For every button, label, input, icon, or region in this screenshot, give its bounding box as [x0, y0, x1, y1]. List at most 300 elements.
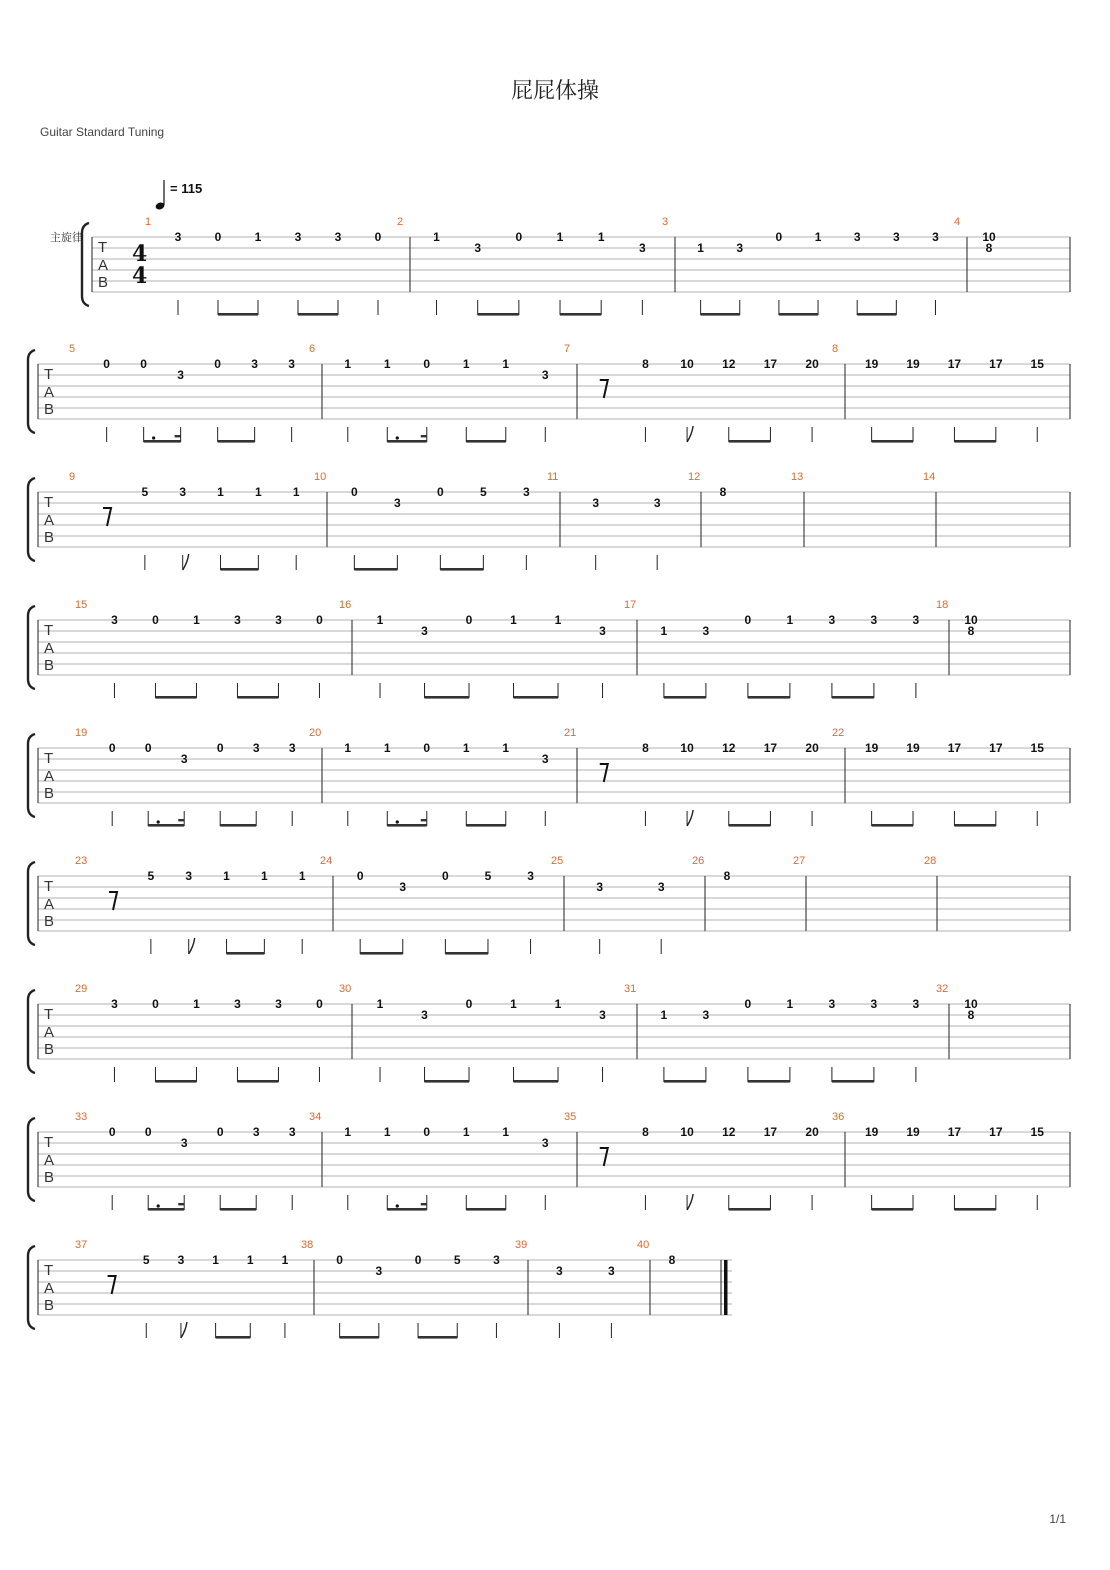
fret-number: 10: [964, 997, 978, 1011]
fret-number: 0: [423, 1125, 431, 1139]
fret-number: 17: [763, 357, 778, 371]
fret-number: 3: [275, 997, 282, 1011]
fret-number: 1: [255, 485, 262, 499]
staff-system: [82, 216, 1070, 316]
fret-number: 8: [967, 1008, 975, 1022]
fret-number: 1: [510, 997, 517, 1011]
beam: [954, 1208, 995, 1211]
fret-number: 1: [786, 997, 794, 1011]
fret-number: 3: [828, 997, 836, 1011]
time-signature-digit: 4: [132, 241, 148, 267]
fret-number: 1: [462, 1125, 470, 1139]
fret-number: 10: [680, 741, 694, 755]
eighth-rest-icon: [103, 508, 111, 526]
measure-number: 15: [75, 599, 88, 611]
beam: [954, 824, 995, 827]
fret-number: 3: [294, 230, 302, 244]
fret-number: 3: [493, 1253, 500, 1267]
tab-clef-letter: A: [44, 896, 55, 913]
measure-number: 37: [75, 1239, 88, 1251]
fret-number: 3: [288, 741, 296, 755]
fret-number: 17: [763, 741, 778, 755]
tab-clef-letter: A: [44, 1280, 55, 1297]
fret-number: 0: [336, 1253, 343, 1267]
fret-number: 20: [805, 357, 819, 371]
final-thick-barline: [724, 1260, 728, 1315]
fret-number: 8: [967, 624, 975, 638]
system-brace: [28, 606, 35, 689]
beam: [340, 1336, 379, 1339]
augmentation-dot: [152, 436, 155, 439]
beam: [220, 824, 256, 827]
fret-number: 19: [864, 741, 879, 755]
fret-number: 0: [216, 741, 224, 755]
fret-number: 1: [246, 1253, 254, 1267]
fret-number: 15: [1030, 741, 1044, 755]
measure-number: 35: [564, 1111, 577, 1123]
beam: [218, 313, 258, 316]
fret-number: 8: [642, 741, 649, 755]
note-flag-icon: [687, 810, 693, 826]
fret-number: 3: [421, 1008, 428, 1022]
beam: [237, 1080, 278, 1083]
fret-number: 8: [668, 1253, 676, 1267]
fret-number: 3: [853, 230, 861, 244]
fret-number: 3: [657, 880, 665, 894]
fret-number: 0: [140, 357, 147, 371]
note-flag-icon: [687, 1194, 693, 1210]
tab-clef-letter: A: [98, 257, 109, 274]
fret-number: 17: [989, 357, 1003, 371]
eighth-rest-icon: [600, 764, 608, 782]
beam: [298, 313, 338, 316]
fret-number: 1: [383, 357, 391, 371]
augmentation-dot: [157, 820, 160, 823]
fret-number: 3: [556, 1264, 563, 1278]
staff-system: [28, 599, 1070, 699]
fret-number: 0: [414, 1253, 422, 1267]
fret-number: 3: [111, 613, 118, 627]
measure-number: 26: [692, 855, 705, 867]
beam: [954, 440, 995, 443]
fret-number: 0: [465, 613, 473, 627]
beam: [832, 1080, 874, 1083]
measure-number: 1: [145, 216, 152, 228]
system-brace: [28, 1118, 35, 1201]
tab-clef-letter: T: [44, 494, 54, 511]
fret-number: 17: [947, 1125, 962, 1139]
staff-system: [28, 983, 1070, 1083]
sixteenth-beam: [178, 1203, 184, 1205]
measure-number: 38: [301, 1239, 314, 1251]
beam: [220, 1208, 256, 1211]
measure-number: 40: [637, 1239, 650, 1251]
beam: [148, 1208, 184, 1211]
measure-number: 36: [832, 1111, 845, 1123]
system-brace: [28, 1246, 35, 1329]
fret-number: 1: [261, 869, 268, 883]
fret-number: 1: [281, 1253, 289, 1267]
fret-number: 1: [597, 230, 605, 244]
tab-clef-letter: A: [44, 1024, 55, 1041]
beam: [664, 1080, 706, 1083]
tab-clef-letter: T: [44, 750, 54, 767]
measure-number: 13: [791, 471, 804, 483]
beam: [227, 952, 265, 955]
measure-number: 14: [923, 471, 936, 483]
score-title: 屁屁体操: [510, 79, 599, 104]
beam: [221, 568, 259, 571]
fret-number: 19: [906, 1125, 920, 1139]
beam: [466, 824, 506, 827]
fret-number: 3: [177, 368, 184, 382]
fret-number: 15: [1030, 357, 1044, 371]
tab-clef-letter: B: [44, 913, 55, 930]
fret-number: 3: [932, 230, 939, 244]
beam: [466, 1208, 506, 1211]
fret-number: 5: [480, 485, 487, 499]
measure-number: 5: [69, 343, 76, 355]
fret-number: 1: [554, 613, 562, 627]
note-flag-icon: [181, 1322, 187, 1338]
fret-number: 1: [786, 613, 794, 627]
beam: [387, 440, 427, 443]
tempo-marking: [155, 180, 203, 211]
note-flag-icon: [189, 938, 195, 954]
staff-system: [28, 1239, 732, 1339]
fret-number: 8: [723, 869, 731, 883]
fret-number: 19: [906, 357, 920, 371]
measure-number: 21: [564, 727, 577, 739]
beam: [872, 440, 913, 443]
fret-number: 0: [216, 1125, 224, 1139]
note-flag-icon: [183, 554, 189, 570]
beam: [832, 696, 874, 699]
fret-number: 20: [805, 1125, 819, 1139]
measure-number: 28: [924, 855, 937, 867]
fret-number: 0: [465, 997, 473, 1011]
fret-number: 3: [702, 624, 710, 638]
beam: [445, 952, 488, 955]
fret-number: 1: [193, 613, 200, 627]
fret-number: 10: [964, 613, 978, 627]
fret-number: 1: [502, 1125, 510, 1139]
measure-number: 2: [397, 216, 404, 228]
fret-number: 3: [912, 613, 920, 627]
fret-number: 5: [147, 869, 155, 883]
fret-number: 3: [736, 241, 744, 255]
fret-number: 3: [596, 880, 604, 894]
fret-number: 0: [316, 997, 323, 1011]
tab-clef-letter: T: [44, 878, 54, 895]
system-brace: [82, 223, 89, 306]
staff-system: [28, 343, 1070, 443]
page-number: 1/1: [1049, 1512, 1066, 1526]
fret-number: 3: [252, 1125, 260, 1139]
tab-clef-letter: T: [44, 1134, 54, 1151]
fret-number: 5: [484, 869, 492, 883]
fret-number: 3: [599, 1008, 606, 1022]
beam: [701, 313, 740, 316]
fret-number: 17: [947, 357, 962, 371]
measure-number: 19: [75, 727, 88, 739]
fret-number: 0: [144, 741, 152, 755]
fret-number: 0: [316, 613, 323, 627]
sixteenth-beam: [178, 819, 184, 821]
fret-number: 0: [437, 485, 444, 499]
measure-number: 16: [339, 599, 352, 611]
beam: [155, 1080, 196, 1083]
fret-number: 10: [982, 230, 996, 244]
tab-clef-letter: B: [98, 274, 109, 291]
fret-number: 3: [892, 230, 900, 244]
tab-clef-letter: B: [44, 1297, 55, 1314]
fret-number: 1: [433, 230, 440, 244]
note-flag-icon: [687, 426, 693, 442]
fret-number: 0: [214, 230, 222, 244]
staff-system: [28, 727, 1070, 827]
fret-number: 3: [252, 741, 260, 755]
beam: [218, 440, 255, 443]
augmentation-dot: [396, 1204, 399, 1207]
measure-number: 27: [793, 855, 806, 867]
measure-number: 34: [309, 1111, 322, 1123]
measure-number: 30: [339, 983, 352, 995]
augmentation-dot: [396, 436, 399, 439]
fret-number: 3: [180, 1136, 188, 1150]
beam: [440, 568, 483, 571]
beam: [664, 696, 706, 699]
sixteenth-beam: [421, 435, 427, 437]
fret-number: 1: [292, 485, 300, 499]
fret-number: 0: [152, 613, 159, 627]
fret-number: 1: [660, 624, 668, 638]
beam: [779, 313, 818, 316]
measure-number: 18: [936, 599, 949, 611]
fret-number: 3: [474, 241, 482, 255]
measure-number: 10: [314, 471, 327, 483]
fret-number: 1: [344, 1125, 352, 1139]
beam: [387, 1208, 427, 1211]
measure-number: 17: [624, 599, 637, 611]
tab-clef-letter: B: [44, 1041, 55, 1058]
beam: [425, 696, 470, 699]
measure-number: 31: [624, 983, 637, 995]
fret-number: 0: [744, 613, 752, 627]
measure-number: 9: [69, 471, 76, 483]
fret-number: 5: [453, 1253, 461, 1267]
augmentation-dot: [396, 820, 399, 823]
sixteenth-beam: [421, 819, 427, 821]
fret-number: 19: [906, 741, 920, 755]
tab-clef-letter: A: [44, 640, 55, 657]
fret-number: 17: [989, 1125, 1003, 1139]
fret-number: 17: [763, 1125, 778, 1139]
fret-number: 3: [179, 485, 187, 499]
fret-number: 3: [870, 613, 878, 627]
fret-number: 3: [399, 880, 407, 894]
beam: [354, 568, 397, 571]
measure-number: 12: [688, 471, 701, 483]
system-brace: [28, 862, 35, 945]
measure-number: 4: [954, 216, 961, 228]
tab-clef-letter: T: [98, 239, 108, 256]
fret-number: 1: [462, 741, 470, 755]
measure-number: 11: [547, 471, 559, 483]
fret-number: 3: [334, 230, 342, 244]
fret-number: 12: [722, 741, 736, 755]
fret-number: 3: [608, 1264, 615, 1278]
fret-number: 3: [177, 1253, 185, 1267]
fret-number: 3: [523, 485, 530, 499]
fret-number: 8: [642, 357, 649, 371]
fret-number: 3: [912, 997, 920, 1011]
beam: [857, 313, 896, 316]
measure-number: 3: [662, 216, 669, 228]
fret-number: 0: [356, 869, 364, 883]
tab-clef-letter: T: [44, 1006, 54, 1023]
tab-clef-letter: A: [44, 768, 55, 785]
fret-number: 3: [653, 496, 661, 510]
measure-number: 32: [936, 983, 949, 995]
fret-number: 0: [442, 869, 449, 883]
fret-number: 3: [639, 241, 646, 255]
measure-number: 20: [309, 727, 322, 739]
fret-number: 5: [141, 485, 149, 499]
beam: [425, 1080, 470, 1083]
fret-number: 1: [697, 241, 704, 255]
fret-number: 8: [642, 1125, 649, 1139]
tab-clef-letter: T: [44, 622, 54, 639]
measure-number: 24: [320, 855, 333, 867]
fret-number: 1: [212, 1253, 219, 1267]
beam: [155, 696, 196, 699]
fret-number: 3: [375, 1264, 383, 1278]
fret-number: 0: [152, 997, 159, 1011]
staff-system: [28, 471, 1070, 571]
fret-number: 17: [947, 741, 962, 755]
eighth-rest-icon: [600, 380, 608, 398]
measure-number: 25: [551, 855, 564, 867]
tab-clef-letter: B: [44, 529, 55, 546]
beam: [729, 440, 771, 443]
beam: [729, 824, 771, 827]
fret-number: 3: [421, 624, 428, 638]
tuning-label: Guitar Standard Tuning: [40, 125, 165, 139]
fret-number: 5: [142, 1253, 150, 1267]
fret-number: 0: [515, 230, 523, 244]
tab-clef-letter: B: [44, 785, 55, 802]
beam: [144, 440, 181, 443]
fret-number: 3: [527, 869, 534, 883]
eighth-rest-icon: [108, 1276, 116, 1294]
beam: [418, 1336, 457, 1339]
beam: [237, 696, 278, 699]
fret-number: 20: [805, 741, 819, 755]
fret-number: 1: [383, 741, 391, 755]
fret-number: 12: [722, 1125, 736, 1139]
fret-number: 1: [510, 613, 517, 627]
fret-number: 0: [214, 357, 221, 371]
fret-number: 3: [541, 752, 549, 766]
measure-number: 23: [75, 855, 88, 867]
system-brace: [28, 350, 35, 433]
fret-number: 8: [985, 241, 993, 255]
fret-number: 3: [288, 1125, 296, 1139]
measure-number: 6: [309, 343, 316, 355]
measure-number: 8: [832, 343, 839, 355]
fret-number: 12: [722, 357, 736, 371]
fret-number: 0: [108, 741, 116, 755]
sixteenth-beam: [175, 435, 181, 437]
fret-number: 1: [502, 741, 510, 755]
track-name: 主旋律: [50, 231, 83, 244]
beam: [466, 440, 506, 443]
fret-number: 1: [193, 997, 200, 1011]
fret-number: 0: [103, 357, 110, 371]
measure-number: 33: [75, 1111, 88, 1123]
fret-number: 3: [599, 624, 606, 638]
fret-number: 3: [180, 752, 188, 766]
time-signature-digit: 4: [132, 263, 148, 289]
tab-clef-letter: B: [44, 1169, 55, 1186]
staff-system: [28, 1111, 1070, 1211]
fret-number: 15: [1030, 1125, 1044, 1139]
measure-number: 22: [832, 727, 845, 739]
fret-number: 1: [462, 357, 470, 371]
fret-number: 1: [217, 485, 224, 499]
tab-clef-letter: T: [44, 366, 54, 383]
tab-clef-letter: A: [44, 384, 55, 401]
fret-number: 3: [234, 613, 241, 627]
sixteenth-beam: [421, 1203, 427, 1205]
staff-system: [28, 855, 1070, 955]
fret-number: 0: [423, 357, 431, 371]
beam: [216, 1336, 251, 1339]
fret-number: 1: [254, 230, 262, 244]
tempo-value: = 115: [170, 181, 203, 196]
fret-number: 3: [702, 1008, 710, 1022]
beam: [514, 696, 559, 699]
augmentation-dot: [157, 1204, 160, 1207]
fret-number: 3: [394, 496, 401, 510]
fret-number: 10: [680, 357, 694, 371]
fret-number: 0: [144, 1125, 152, 1139]
fret-number: 0: [351, 485, 358, 499]
fret-number: 3: [288, 357, 295, 371]
fret-number: 3: [592, 496, 600, 510]
fret-number: 0: [775, 230, 783, 244]
fret-number: 3: [828, 613, 836, 627]
fret-number: 10: [680, 1125, 694, 1139]
fret-number: 0: [744, 997, 752, 1011]
system-brace: [28, 478, 35, 561]
fret-number: 8: [719, 485, 727, 499]
fret-number: 3: [541, 1136, 549, 1150]
beam: [387, 824, 427, 827]
fret-number: 3: [275, 613, 282, 627]
beam: [872, 1208, 913, 1211]
beam: [148, 824, 184, 827]
beam: [560, 313, 601, 316]
fret-number: 0: [423, 741, 431, 755]
beam: [748, 1080, 790, 1083]
fret-number: 1: [376, 997, 384, 1011]
fret-number: 1: [223, 869, 230, 883]
tab-clef-letter: A: [44, 512, 55, 529]
fret-number: 3: [251, 357, 258, 371]
fret-number: 1: [660, 1008, 668, 1022]
